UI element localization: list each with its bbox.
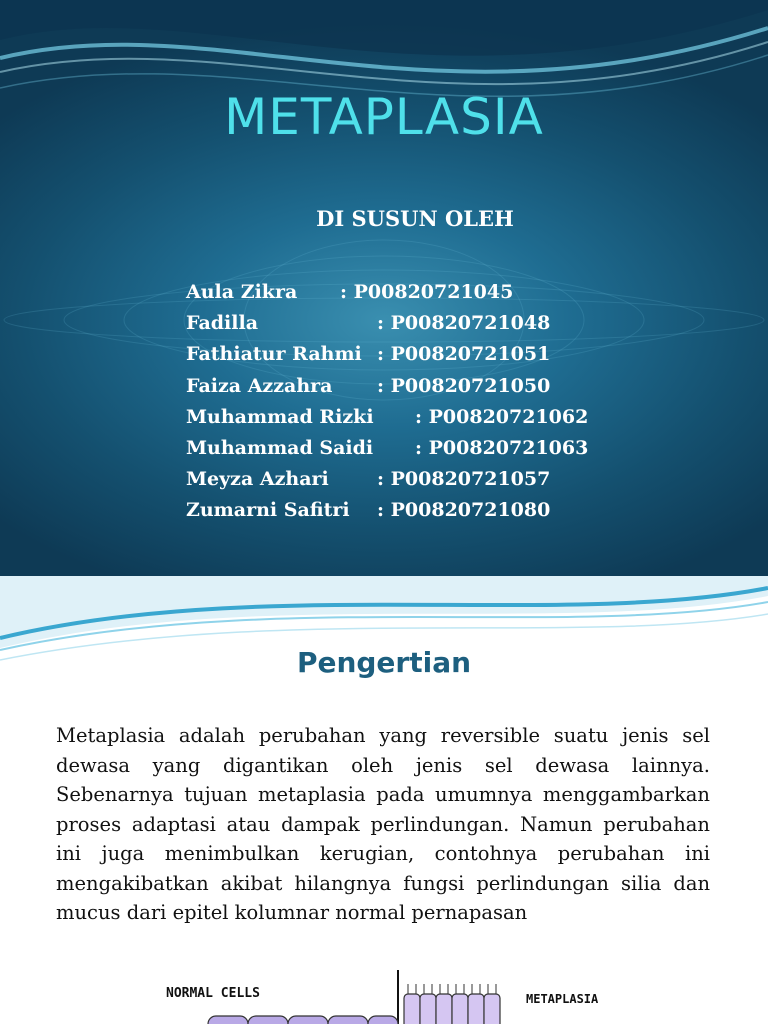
member-row (186, 281, 514, 303)
member-name: Fadilla (186, 312, 259, 334)
member-row (186, 343, 551, 365)
member-nim: : P00820721051 (377, 343, 551, 365)
member-name: Meyza Azhari (186, 468, 329, 490)
content-slide (0, 576, 768, 1024)
member-name: Faiza Azzahra (186, 375, 333, 397)
member-nim: : P00820721080 (377, 499, 551, 521)
slide-subtitle: DI SUSUN OLEH (316, 206, 514, 231)
member-row (186, 406, 589, 428)
member-nim: : P00820721050 (377, 375, 551, 397)
member-nim: : P00820721048 (377, 312, 551, 334)
member-row (186, 499, 551, 521)
member-nim: : P00820721062 (415, 406, 589, 428)
member-row (186, 375, 551, 397)
metaplasia-label: METAPLASIA (526, 992, 599, 1006)
member-name: Zumarni Safitri (186, 499, 350, 521)
member-nim: : P00820721045 (340, 281, 514, 303)
member-row (186, 437, 589, 459)
normal-cells-label: NORMAL CELLS (166, 986, 260, 1001)
slide-title: METAPLASIA (224, 88, 544, 146)
cell-illustration (148, 952, 638, 1024)
member-name: Muhammad Rizki (186, 406, 374, 428)
member-row (186, 312, 551, 334)
member-nim: : P00820721057 (377, 468, 551, 490)
member-nim: : P00820721063 (415, 437, 589, 459)
member-name: Aula Zikra (186, 281, 298, 303)
member-name: Muhammad Saidi (186, 437, 374, 459)
definition-paragraph: Metaplasia adalah perubahan yang reversible suatu jenis sel dewasa yang digantikan oleh jenis sel dewasa lainnya. Sebenarnya tujuan metaplasia pada umumnya menggambarkan proses adaptasi atau dampak perlindungan. Namun perubahan ini juga menimbulkan kerugian, contohnya perubahan ini mengakibatkan akibat hilangnya fungsi perlindungan silia dan mucus dari epitel kolumnar normal pernapasan (56, 724, 710, 924)
member-row (186, 468, 551, 490)
section-heading: Pengertian (296, 646, 472, 679)
member-name: Fathiatur Rahmi (186, 343, 362, 365)
